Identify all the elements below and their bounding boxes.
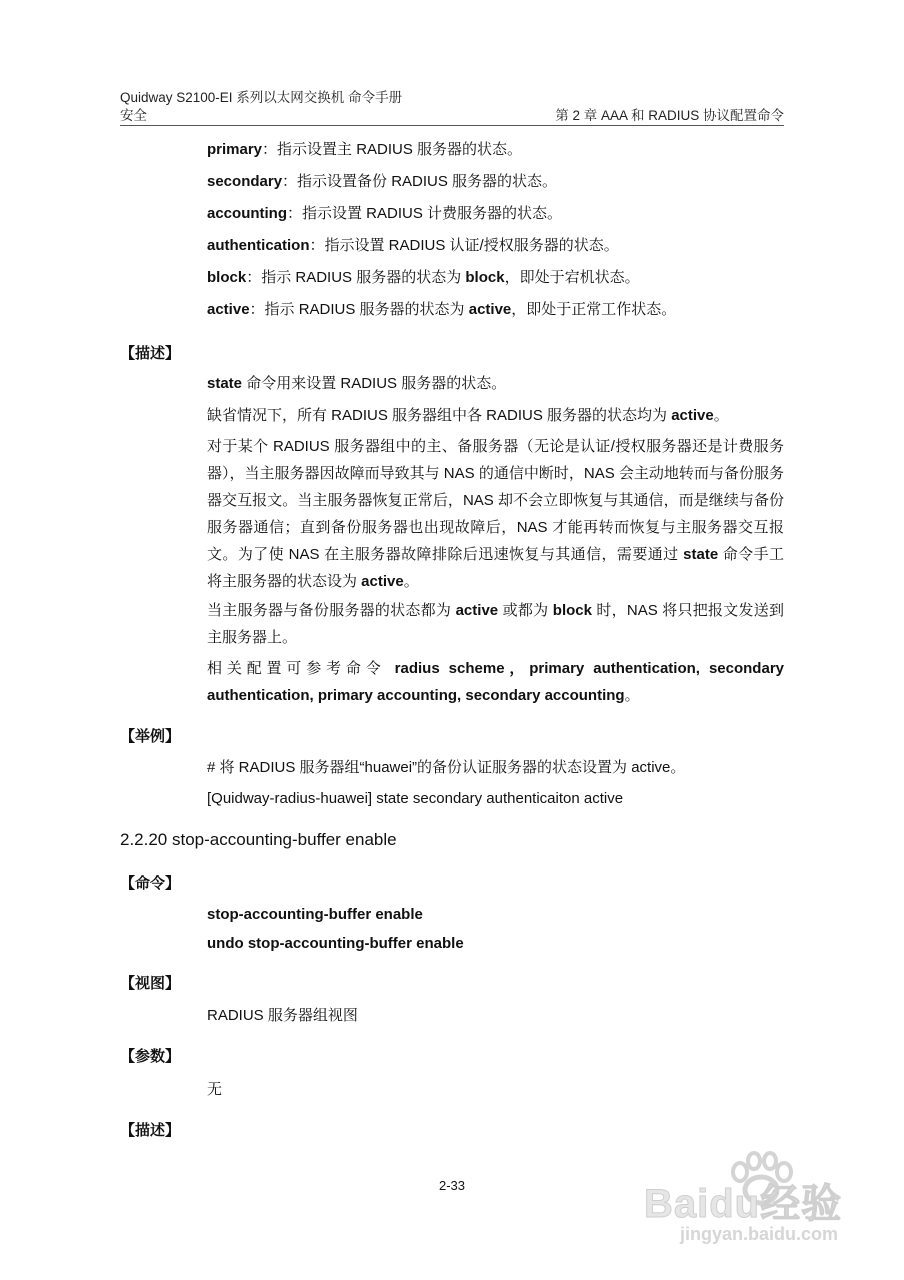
text: 命令用来设置 RADIUS 服务器的状态。 [242,375,507,392]
text: 。 [403,573,419,590]
desc-paragraph-4 [207,597,784,651]
bold-text: state [207,375,243,392]
param-desc: ：指示设置 RADIUS 认证/授权服务器的状态。 [309,237,619,254]
text: 时，NAS 将只把报文发送到主服务器上。 [207,602,785,646]
command-enable: stop-accounting-buffer enable [207,906,423,923]
desc-paragraph-1 [207,370,784,397]
watermark-brand: Baidu经验 [644,1182,843,1226]
param-accounting [207,202,562,226]
page-number: 2-33 [438,1178,466,1193]
param-desc: ：指示 RADIUS 服务器的状态为 [249,301,469,318]
watermark-url: jingyan.baidu.com [680,1224,839,1244]
baidu-watermark [640,1150,880,1260]
example-command: [Quidway-radius-huawei] state secondary authenticaiton active [207,790,624,807]
text: 。 [624,687,640,704]
section-description-2: 【描述】 [120,1122,181,1139]
param-authentication [207,234,619,258]
param-term: block [465,269,505,286]
param-term: active [468,301,512,318]
param-secondary [207,170,557,194]
bold-text: active [455,602,499,619]
text: 对于某个 RADIUS 服务器组中的主、备服务器（无论是认证/授权服务器还是计费服务器），当主服务器因故障而导致其与 NAS 的通信中断时，NAS 会主动地转而与备份服务器交互报文。当主服务器恢复正常后，NAS 却不会立即恢复与其通信，而是继续与备份服务器通信；直到备份服务器也出现故障后，NAS 才能再转而恢复与主服务器交互报文。为了使 NAS 在主服务器故障排除后迅速恢复与其通信，需要通过 [207,438,784,563]
param-term: primary [207,141,263,158]
text: 当主服务器与备份服务器的状态都为 [207,602,456,619]
header-rule [120,125,784,126]
param-desc: ：指示设置备份 RADIUS 服务器的状态。 [282,173,558,190]
text: 命令手工将主服务器的状态设为 [207,546,784,590]
param-active [207,298,676,322]
text: 相关配置可参考命令 [207,660,395,677]
view-text: RADIUS 服务器组视图 [207,1007,358,1024]
header-subtitle: 安全 [120,108,147,123]
bold-text: active [361,573,404,590]
desc-paragraph-5 [207,655,784,709]
section-description: 【描述】 [120,345,181,362]
param-block [207,266,640,290]
param-desc: ：指示设置主 RADIUS 服务器的状态。 [262,141,523,158]
section-command: 【命令】 [120,875,181,892]
param-desc: ：指示设置 RADIUS 计费服务器的状态。 [287,205,563,222]
section-heading: 2.2.20 stop-accounting-buffer enable [120,830,397,849]
desc-paragraph-2 [207,402,784,429]
param-desc: ：指示 RADIUS 服务器的状态为 [246,269,466,286]
param-term: authentication [207,237,310,254]
bold-text: radius scheme，primary authentication, secondary authentication, primary accounting, secondary accounting [207,660,784,704]
section-view: 【视图】 [120,975,181,992]
section-example: 【举例】 [120,728,181,745]
param-desc: ，即处于宕机状态。 [504,269,640,286]
params-text: 无 [207,1081,223,1098]
bold-text: state [683,546,719,563]
param-primary [207,138,522,162]
param-term: active [207,301,250,318]
text: 或都为 [498,602,553,619]
bold-text: block [552,602,592,619]
text: 缺省情况下，所有 RADIUS 服务器组中各 RADIUS 服务器的状态均为 [207,407,672,424]
desc-paragraph-3 [207,433,784,595]
bold-text: active [671,407,714,424]
param-desc: ，即处于正常工作状态。 [511,301,677,318]
param-term: secondary [207,173,283,190]
header-chapter: 第 2 章 AAA 和 RADIUS 协议配置命令 [555,108,784,123]
param-term: accounting [207,205,288,222]
example-comment: # 将 RADIUS 服务器组“huawei”的备份认证服务器的状态设置为 active。 [207,759,686,776]
header-title: Quidway S2100-EI 系列以太网交换机 命令手册 [120,90,403,105]
section-params: 【参数】 [120,1048,181,1065]
text: 。 [713,407,729,424]
param-term: block [207,269,247,286]
command-undo: undo stop-accounting-buffer enable [207,935,464,952]
